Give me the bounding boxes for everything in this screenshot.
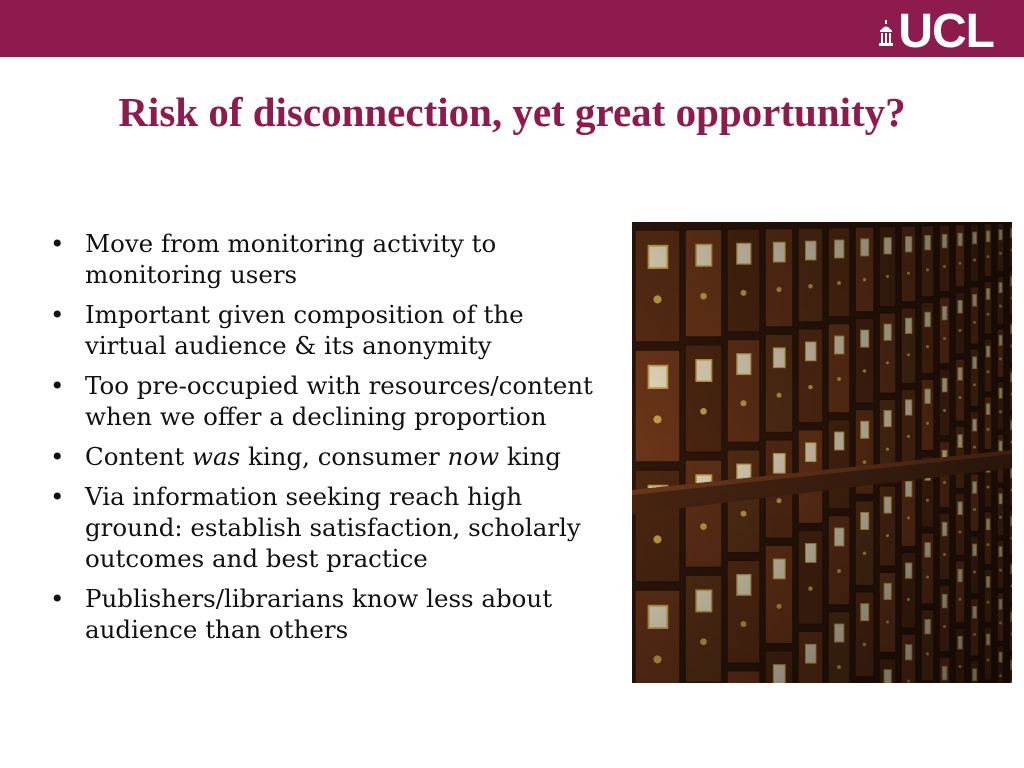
- bullet-text: Publishers/librarians know less about audience than others: [85, 584, 553, 644]
- bullet-text: Move from monitoring activity to monitoring users: [85, 229, 497, 289]
- bullet-item: [48, 441, 593, 472]
- bullet-item: [48, 370, 593, 432]
- bullet-text: Via information seeking reach high ground: establish satisfaction, scholarly outcomes and best practice: [85, 482, 581, 573]
- header-bar: [0, 0, 1024, 57]
- portico-icon: [878, 20, 894, 50]
- bullet-emphasis: was: [192, 442, 241, 471]
- logo-wordmark: UCL: [898, 5, 994, 58]
- bullet-item: [48, 228, 593, 290]
- bullet-item: [48, 583, 593, 645]
- bullet-text-post: king: [499, 442, 561, 471]
- bullet-text-pre: Content: [85, 442, 193, 471]
- slide-title: Risk of disconnection, yet great opportunity?: [118, 89, 906, 135]
- bullet-list: [48, 228, 593, 654]
- ucl-logo: [878, 5, 994, 58]
- bullet-text: Too pre-occupied with resources/content when we offer a declining proportion: [85, 371, 593, 431]
- card-catalogue-photo: [632, 222, 1012, 683]
- bullet-text: Important given composition of the virtual audience & its anonymity: [85, 300, 524, 360]
- bullet-text-mid: king, consumer: [240, 442, 448, 471]
- bullet-item: [48, 481, 593, 574]
- drawer-illustration: [632, 222, 1012, 683]
- bullet-item: [48, 299, 593, 361]
- bullet-emphasis: now: [447, 442, 500, 471]
